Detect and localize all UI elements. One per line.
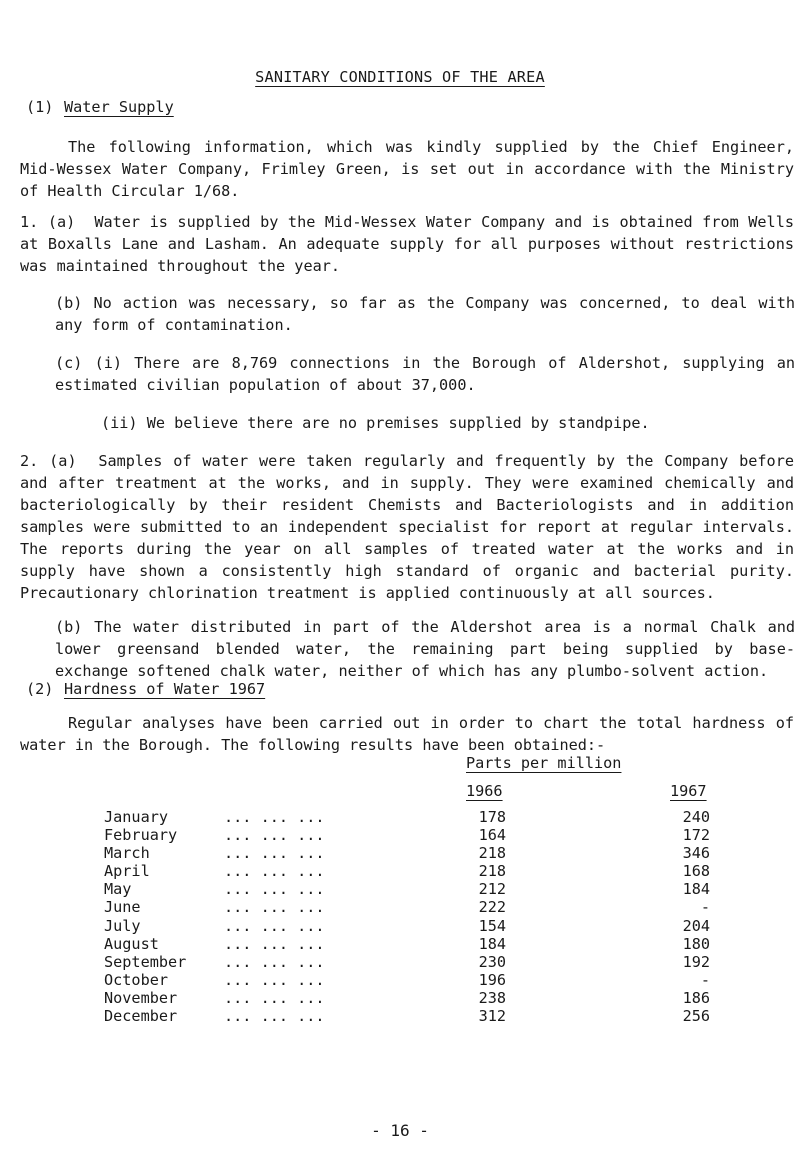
value-1967: - — [700, 898, 710, 917]
hardness-table — [104, 808, 754, 1025]
month-label: February — [104, 826, 178, 845]
value-1966: 196 — [478, 970, 506, 989]
month-label: July — [104, 916, 141, 935]
month-label: June — [104, 898, 141, 917]
leader-dots: ... ... ... — [224, 844, 325, 863]
leader-dots: ... ... ... — [224, 898, 325, 917]
leader-dots: ... ... ... — [224, 952, 325, 971]
item-2b: (b) The water distributed in part of the Aldershot area is a normal Chalk and lower greensand blended water, the remaining part being supplied by base-exchange softened chalk water, neither of which has any plumbo-solvent action. — [55, 618, 795, 680]
table-year-1966-header: 1966 — [466, 782, 503, 800]
month-label: August — [104, 934, 159, 953]
value-1966: 218 — [478, 862, 506, 881]
value-1967: 240 — [682, 808, 710, 826]
value-1966: 312 — [478, 1007, 506, 1026]
table-row — [104, 1007, 754, 1025]
section-2-heading — [26, 678, 265, 700]
section-1-intro: The following information, which was kindly supplied by the Chief Engineer, Mid-Wessex Water Company, Frimley Green, is set out in accordance with the Ministry of Health Circular 1/68. — [20, 138, 794, 200]
table-year-1967-header: 1967 — [670, 782, 707, 800]
month-label: May — [104, 880, 132, 899]
item-1a-text: Water is supplied by the Mid-Wessex Water Company and is obtained from Wells at Boxalls Lane and Lasham. An adequate supply for all purposes without restrictions was maintained throughout the year. — [20, 213, 794, 275]
table-units-header: Parts per million — [466, 754, 622, 772]
value-1966: 212 — [478, 880, 506, 899]
leader-dots: ... ... ... — [224, 880, 325, 899]
leader-dots: ... ... ... — [224, 826, 325, 845]
month-label: October — [104, 970, 169, 989]
value-1967: 172 — [682, 826, 710, 845]
table-row — [104, 989, 754, 1007]
table-row — [104, 953, 754, 971]
leader-dots: ... ... ... — [224, 916, 325, 935]
value-1966: 230 — [478, 952, 506, 971]
section-2-title: Hardness of Water 1967 — [64, 680, 266, 698]
table-row — [104, 917, 754, 935]
value-1967: 168 — [682, 862, 710, 881]
table-row — [104, 935, 754, 953]
page-number: - 16 - — [371, 1121, 429, 1140]
table-row — [104, 971, 754, 989]
section-2-intro: Regular analyses have been carried out in order to chart the total hardness of water in the Borough. The following results have been obtained:- — [20, 714, 794, 754]
section-2-number: (2) — [26, 680, 54, 698]
month-label: November — [104, 988, 178, 1007]
table-row — [104, 844, 754, 862]
item-2a — [20, 450, 794, 604]
value-1966: 178 — [478, 808, 506, 826]
item-1b: (b) No action was necessary, so far as the Company was concerned, to deal with any form of contamination. — [55, 294, 795, 334]
value-1966: 164 — [478, 826, 506, 845]
month-label: April — [104, 862, 150, 881]
section-1-heading — [26, 96, 174, 118]
leader-dots: ... ... ... — [224, 862, 325, 881]
item-2a-label: 2. (a) — [20, 452, 77, 470]
table-row — [104, 898, 754, 916]
table-row — [104, 862, 754, 880]
value-1966: 154 — [478, 916, 506, 935]
table-row — [104, 808, 754, 826]
leader-dots: ... ... ... — [224, 1007, 325, 1026]
value-1967: - — [700, 970, 710, 989]
month-label: January — [104, 808, 169, 826]
item-1c-i: (c) (i) There are 8,769 connections in the Borough of Aldershot, supplying an estimated civilian population of about 37,000. — [55, 354, 795, 394]
value-1967: 186 — [682, 988, 710, 1007]
month-label: December — [104, 1007, 178, 1026]
item-1c-ii: (ii) We believe there are no premises supplied by standpipe. — [101, 414, 650, 432]
section-1-title: Water Supply — [64, 98, 174, 116]
section-1-number: (1) — [26, 98, 54, 116]
leader-dots: ... ... ... — [224, 934, 325, 953]
value-1967: 180 — [682, 934, 710, 953]
value-1966: 218 — [478, 844, 506, 863]
month-label: September — [104, 952, 187, 971]
leader-dots: ... ... ... — [224, 808, 325, 826]
value-1967: 256 — [682, 1007, 710, 1026]
item-1a — [20, 211, 794, 277]
item-1a-label: 1. (a) — [20, 213, 76, 231]
item-2a-text: Samples of water were taken regularly and frequently by the Company before and after treatment at the works, and in supply. They were examined chemically and bacteriologically by their resident Chemists and Bacteriologists and in addition samples were submitted to an independent specialist for report at regular intervals. The reports during the year on all samples of treated water at the works and in supply have shown a consistently high standard of organic and bacterial purity. Precautionary chlorination treatment is applied continuously at all sources. — [20, 452, 794, 602]
value-1967: 204 — [682, 916, 710, 935]
value-1966: 238 — [478, 988, 506, 1007]
value-1966: 184 — [478, 934, 506, 953]
value-1967: 346 — [682, 844, 710, 863]
page-title: SANITARY CONDITIONS OF THE AREA — [255, 68, 545, 86]
leader-dots: ... ... ... — [224, 988, 325, 1007]
value-1966: 222 — [478, 898, 506, 917]
value-1967: 192 — [682, 952, 710, 971]
table-row — [104, 826, 754, 844]
month-label: March — [104, 844, 150, 863]
leader-dots: ... ... ... — [224, 970, 325, 989]
value-1967: 184 — [682, 880, 710, 899]
table-row — [104, 880, 754, 898]
